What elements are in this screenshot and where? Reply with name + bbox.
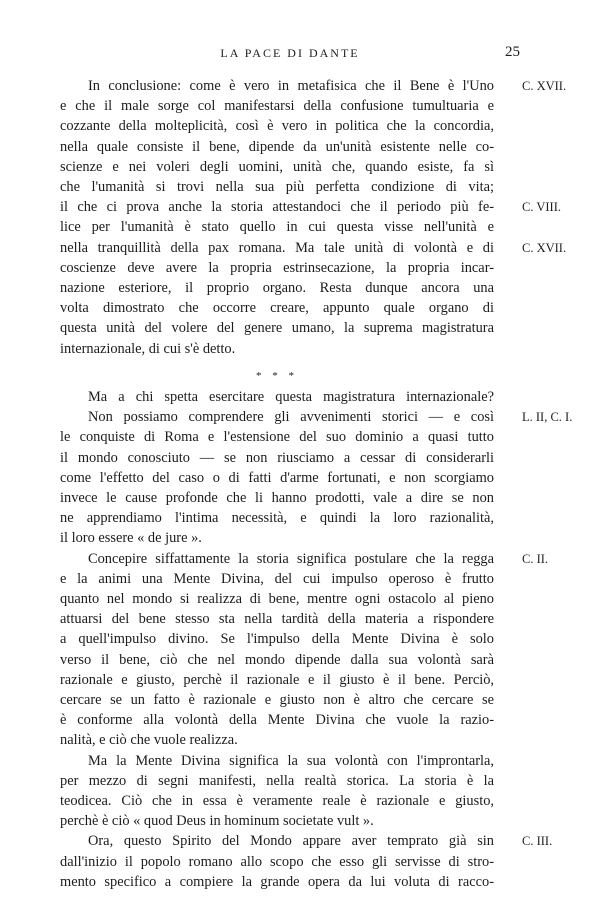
text-line: il loro essere « de jure ».	[60, 530, 202, 547]
running-title: LA PACE DI DANTE	[220, 46, 360, 60]
text-line: scienze e nei voleri degli uomini, unità che, quando esiste, fa sì	[60, 158, 494, 175]
text-line: Concepire siffattamente la storia significa postulare che la regga	[88, 550, 494, 567]
text-line: verso il bene, ciò che nel mondo dipende dalla sua volontà sarà	[60, 651, 494, 668]
text-line: il mondo conosciuto — se non riusciamo a cessar di considerarli	[60, 449, 494, 466]
text-line: nella quale consiste il bene, dipende da un'unità esistente nelle co-	[60, 138, 494, 155]
text-line: ne apprendiamo l'intima necessità, e quindi la loro razionalità,	[60, 510, 494, 527]
text-line: In conclusione: come è vero in metafisica che il Bene è l'Uno	[88, 78, 494, 94]
margin-note: C. XVII.	[522, 240, 567, 255]
text-line: dall'inizio il popolo romano allo scopo che esso gli servisse di stro-	[60, 853, 494, 870]
text-line: a quell'impulso divino. Se l'impulso della Mente Divina è solo	[60, 631, 494, 648]
text-line: coscienze deve avere la propria estrinsecazione, la propria incar-	[60, 259, 494, 276]
text-line: razionale e giusto, perchè il razionale e il giusto è il bene. Perciò,	[60, 671, 494, 688]
text-line: nella tranquillità della pax romana. Ma tale unità di volontà e di	[60, 239, 494, 256]
text-line: questa unità del volere del genere umano, la suprema magistratura	[60, 320, 494, 337]
page-number: 25	[505, 44, 520, 60]
text-line: Ma la Mente Divina significa la sua volontà con l'improntarla,	[88, 752, 494, 769]
text-line: è conforme alla volontà della Mente Divina che vuole la razio-	[60, 712, 494, 729]
text-line: internazionale, di cui s'è detto.	[60, 340, 236, 357]
text-line: invece le cause profonde che li hanno prodotti, vale a dire se non	[60, 490, 494, 506]
text-line: per mezzo di segni manifesti, nella realtà storica. La storia è la	[60, 772, 494, 789]
text-line: quanto nel mondo si realizza di bene, mentre ogni ostacolo al pieno	[60, 591, 494, 607]
margin-note: C. II.	[522, 551, 549, 566]
text-line: e la animi una Mente Divina, del cui impulso operoso è frutto	[60, 570, 494, 587]
text-line: teodicea. Ciò che in essa è veramente reale è razionale e giusto,	[60, 793, 494, 809]
text-line: nalità, e ciò che vuole realizza.	[60, 732, 238, 749]
margin-note: C. VIII.	[522, 200, 562, 215]
running-header	[60, 44, 520, 66]
text-line: come l'effetto del caso o di fatti d'arme fortunati, e non scorgiamo	[60, 469, 494, 486]
text-line: Non possiamo comprendere gli avvenimenti storici — e così	[88, 409, 494, 426]
margin-note: C. XVII.	[522, 79, 567, 93]
text-line: attuarsi del bene stesso sta nella tardità della materia a rispondere	[60, 611, 494, 628]
text-line: Ma a chi spetta esercitare questa magistratura internazionale?	[88, 389, 494, 405]
text-line: che l'umanità si trovi nella sua più perfetta condizione di vita;	[60, 179, 494, 195]
text-line: le conquiste di Roma e l'estensione del suo dominio a quasi tutto	[60, 429, 494, 446]
text-line: cercare se un fatto è razionale e giusto non è altro che cercare se	[60, 692, 494, 708]
text-line: cozzante della molteplicità, così è vero in politica che la concordia,	[60, 118, 494, 135]
text-line: perchè è ciò « quod Deus in hominum societate vult ».	[60, 813, 374, 830]
section-separator: * * *	[256, 369, 298, 382]
margin-note: C. III.	[522, 834, 553, 849]
text-line: mento specifico a compiere la grande opera da lui voluta di racco-	[60, 873, 494, 890]
text-line: Ora, questo Spirito del Mondo appare aver temprato già sin	[88, 833, 494, 850]
text-line: nazione esteriore, il proprio organo. Resta dunque ancora una	[60, 280, 494, 296]
text-line: lice per l'umanità è stato quello in cui questa visse nell'unità e	[60, 219, 494, 236]
text-line: e che il male sorge col manifestarsi della confusione tumultuaria e	[60, 98, 494, 115]
margin-note: L. II, C. I.	[522, 410, 573, 425]
text-line: volta dimostrato che occorre creare, appunto quale organo di	[60, 300, 494, 317]
text-line: il che ci prova anche la storia attestandoci che il periodo più fe-	[60, 199, 494, 216]
